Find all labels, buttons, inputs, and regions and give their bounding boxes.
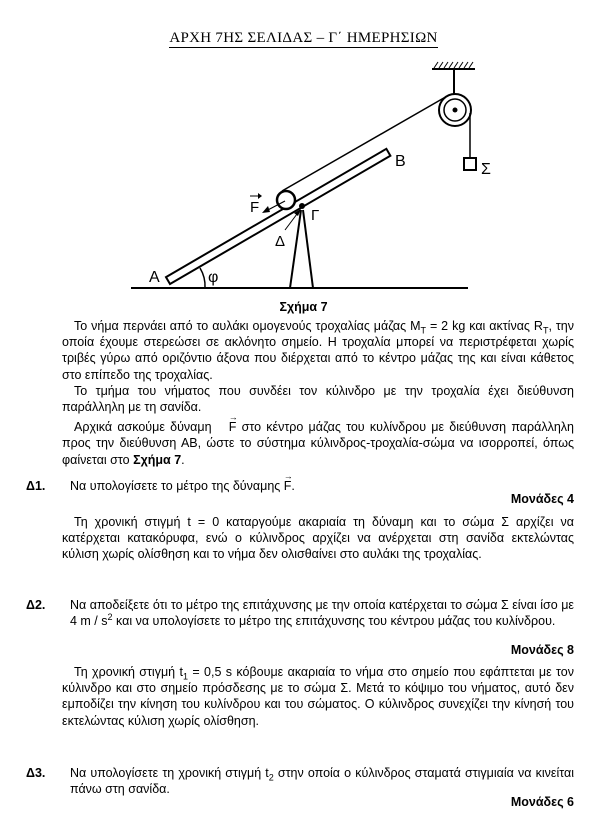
question-number: Δ3. [26, 766, 46, 780]
figure-caption: Σχήμα 7 [279, 300, 328, 314]
paragraph-5-block [62, 664, 574, 729]
string-cylinder-pulley [282, 95, 449, 191]
page-header [0, 30, 607, 47]
label-delta: Δ [275, 233, 286, 250]
paragraph-4-block [62, 514, 574, 563]
question-number: Δ1. [26, 479, 46, 493]
paragraph-5: Τη χρονική στιγμή $t_1 = 0,5$ s κόβουμε ακαριαία το νήμα στο σημείο που εφάπτεται με τον κύλινδρο και στο σημείο πρόσδεσης με το σώμα Σ. Μετά το κόψιμο του νήματος, αυτό δεν εμποδίζει την κίνηση του κυλίνδρου και του σώματος. Ο κύλινδρος συνεχίζει την κίνησή του εκτελώντας κύλιση χωρίς ολίσθηση. [62, 665, 575, 728]
intro-paragraphs [62, 318, 574, 468]
paragraph-2: Το τμήμα του νήματος που συνδέει τον κύλινδρο με την τροχαλία έχει διεύθυνση παράλληλη με τη σανίδα. [62, 383, 574, 415]
question-d3 [26, 765, 574, 797]
paragraph-4: Τη χρονική στιγμή t = 0 καταργούμε ακαριαία τη δύναμη και το σώμα Σ αρχίζει να κατέρχεται κατακόρυφα, ενώ ο κύλινδρος αρχίζει να ανέρχεται στη σανίδα εκτελώντας κύλιση χωρίς ολίσθηση και το νήμα δεν ολισθαίνει στο αυλάκι της τροχαλίας. [62, 515, 574, 562]
force-vector-symbol: → F [284, 478, 292, 494]
label-phi: φ [208, 269, 219, 286]
physics-figure [0, 58, 607, 298]
pulley-axle [453, 108, 458, 113]
marks-d3: Μονάδες 6 [510, 795, 574, 809]
mass-sigma [464, 158, 476, 170]
force-arrow-head [262, 206, 270, 213]
question-text: Να υπολογίσετε το μέτρο της δύναμης → F. [70, 478, 574, 494]
label-f: F [250, 199, 260, 216]
label-sigma: Σ [481, 161, 491, 178]
marks-d2: Μονάδες 8 [510, 643, 574, 657]
label-a: A [149, 269, 160, 286]
paragraph-3: Αρχικά ασκούμε δύναμη → F στο κέντρο μάζας του κυλίνδρου με διεύθυνση παράλληλη προς την διεύθυνση ΑΒ, ώστε το σύστημα κύλινδρος-τροχαλία-σώμα να ισορροπεί, όπως φαίνεται στο Σχήμα 7. [62, 419, 574, 468]
label-f-vector-head [258, 193, 262, 199]
cylinder [277, 191, 295, 209]
paragraph-1: Το νήμα περνάει από το αυλάκι ομογενούς τροχαλίας μάζας $M_T = 2$ kg και ακτίνας $R_T$, την οποία έχουμε στερεώσει σε ακλόνητο σημείο. Η τροχαλία μπορεί να περιστρέφεται χωρίς τριβές γύρω από οριζόντιο άξονα που διέρχεται από το κέντρο μάζας της και είναι κάθετος στο επίπεδο της τροχαλίας. [62, 319, 574, 382]
angle-arc [200, 268, 205, 288]
ceiling-hatch [434, 62, 473, 68]
header-text: ΑΡΧΗ 7ΗΣ ΣΕΛΙΔΑΣ – Γ΄ ΗΜΕΡΗΣΙΩΝ [169, 30, 438, 46]
plank-ab [166, 149, 390, 284]
support-pivot [299, 203, 305, 209]
force-vector-symbol: → F [217, 419, 237, 435]
question-d1 [26, 478, 574, 494]
question-text: Να υπολογίσετε τη χρονική στιγμή $t_2$ στην οποία ο κύλινδρος σταματά στιγμιαία να κινείται πάνω στη σανίδα. [70, 766, 574, 797]
label-b: B [395, 153, 406, 170]
label-gamma: Γ [311, 207, 320, 224]
question-d2 [26, 597, 574, 629]
marks-d1: Μονάδες 4 [510, 492, 574, 506]
question-number: Δ2. [26, 598, 46, 612]
question-text: Να αποδείξετε ότι το μέτρο της επιτάχυνσης με την οποία κατέρχεται το σώμα Σ είναι ίσο με 4 m / $s^2$ και να υπολογίσετε το μέτρο της επιτάχυνσης του κέντρου μάζας του κυλίνδρου. [70, 598, 574, 629]
